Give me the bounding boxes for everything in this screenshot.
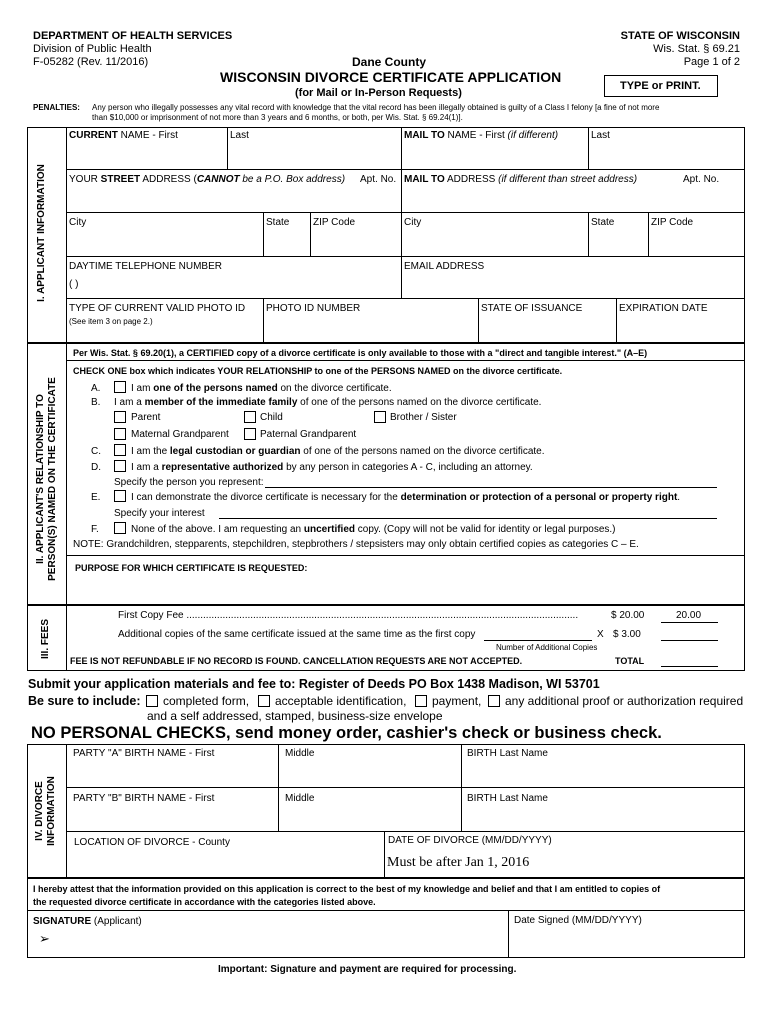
represent-label: Specify the person you represent:: [114, 477, 264, 488]
important-note: Important: Signature and payment are required for processing.: [218, 964, 517, 975]
current-name-label: CURRENT NAME - First: [69, 130, 178, 141]
email-label: EMAIL ADDRESS: [404, 261, 485, 272]
party-b-last-label: BIRTH Last Name: [467, 793, 548, 804]
phone-label: DAYTIME TELEPHONE NUMBER: [69, 261, 222, 272]
mail-zip-label: ZIP Code: [651, 217, 694, 228]
date-signed-input[interactable]: [513, 930, 741, 954]
mail-city-label: City: [404, 217, 422, 228]
interest-input[interactable]: [219, 518, 717, 519]
relationship-note: NOTE: Grandchildren, stepparents, stepchildren, stepbrothers / stepsisters may only obtain certified copies as categories C – E.: [73, 539, 639, 550]
child-checkbox[interactable]: [244, 411, 256, 423]
party-a-last-label: BIRTH Last Name: [467, 748, 548, 759]
envelope-note: and a self addressed, stamped, business-size envelope: [147, 709, 443, 723]
signature-label: SIGNATURE (Applicant): [33, 916, 142, 927]
option-d-checkbox[interactable]: [114, 460, 126, 472]
mail-address-input[interactable]: [404, 188, 741, 210]
sibling-checkbox[interactable]: [374, 411, 386, 423]
option-c-letter: C.: [91, 446, 101, 457]
first-copy-label: First Copy Fee .............................................................................................................................................: [118, 610, 579, 621]
expiration-date-label: EXPIRATION DATE: [619, 303, 708, 314]
interest-label: Specify your interest: [114, 508, 205, 519]
county-name: Dane County: [352, 55, 427, 69]
page-number: Page 1 of 2: [683, 56, 740, 68]
phone-input[interactable]: ( ): [69, 279, 79, 290]
last-name-input[interactable]: [230, 144, 398, 166]
type-print-label: TYPE or PRINT.: [620, 80, 701, 92]
party-b-last-input[interactable]: [465, 806, 741, 828]
payment-label: payment,: [432, 694, 482, 708]
option-a-checkbox[interactable]: [114, 381, 126, 393]
additional-copy-amount: $ 3.00: [613, 629, 641, 640]
first-copy-value[interactable]: 20.00: [676, 610, 702, 621]
identification-checkbox[interactable]: [258, 695, 270, 707]
photo-id-number-label: PHOTO ID NUMBER: [266, 303, 361, 314]
form-subtitle: (for Mail or In-Person Requests): [295, 87, 462, 99]
divorce-date-note[interactable]: Must be after Jan 1, 2016: [387, 855, 530, 870]
option-d-letter: D.: [91, 462, 101, 473]
check-one-instruction: CHECK ONE box which indicates YOUR RELATIONSHIP to one of the PERSONS NAMED on the divorce certificate.: [73, 366, 563, 376]
option-b-letter: B.: [91, 397, 101, 408]
signature-arrow-icon: ➢: [39, 931, 50, 946]
completed-form-label: completed form,: [163, 694, 250, 708]
attest-line1: I hereby attest that the information provided on this application is correct to the best of my knowledge and belief and that I am entitled to copies of: [33, 884, 661, 894]
divorce-location-input[interactable]: [70, 851, 380, 875]
option-f-checkbox[interactable]: [114, 522, 126, 534]
mail-first-name-input[interactable]: [404, 144, 585, 166]
maternal-grandparent-checkbox[interactable]: [114, 428, 126, 440]
total-label: TOTAL: [615, 656, 645, 666]
mail-zip-input[interactable]: [651, 232, 741, 254]
party-a-middle-input[interactable]: [282, 762, 458, 784]
party-a-last-input[interactable]: [465, 762, 741, 784]
option-a-text: I am one of the persons named on the divorce certificate.: [131, 383, 392, 394]
department-name: DEPARTMENT OF HEALTH SERVICES: [33, 30, 233, 42]
mail-to-name-label: MAIL TO NAME - First (if different): [404, 130, 559, 141]
multiply-sign: X: [597, 629, 604, 640]
divorce-date-label: DATE OF DIVORCE (MM/DD/YYYY): [388, 835, 552, 846]
photo-id-note: (See item 3 on page 2.): [69, 317, 153, 326]
form-id: F-05282 (Rev. 11/2016): [33, 56, 149, 68]
mail-last-name-label: Last: [591, 130, 610, 141]
section-3-title: III. FEES: [40, 619, 51, 660]
state-of-issuance-label: STATE OF ISSUANCE: [481, 303, 583, 314]
mail-state-label: State: [591, 217, 615, 228]
city-label: City: [69, 217, 87, 228]
purpose-input[interactable]: [70, 576, 740, 601]
paternal-grandparent-label: Paternal Grandparent: [260, 429, 357, 440]
penalties-label: PENALTIES:: [33, 103, 80, 112]
relationship-intro: Per Wis. Stat. § 69.20(1), a CERTIFIED copy of a divorce certificate is only available to those with a "direct and tangible interest." (A–E): [73, 348, 648, 358]
city-input[interactable]: [69, 232, 259, 254]
option-d-text: I am a representative authorized by any person in categories A - C, including an attorney.: [131, 462, 533, 473]
option-e-text: I can demonstrate the divorce certificate is necessary for the determination or protection of a personal or property right.: [131, 492, 681, 503]
parent-label: Parent: [131, 412, 161, 423]
party-b-first-input[interactable]: [70, 806, 275, 828]
state-name: STATE OF WISCONSIN: [620, 30, 740, 42]
total-input[interactable]: [661, 666, 718, 667]
attest-line2: the requested divorce certificate in accordance with the categories listed above.: [33, 897, 376, 907]
party-a-middle-label: Middle: [285, 748, 315, 759]
refund-notice: FEE IS NOT REFUNDABLE IF NO RECORD IS FOUND. CANCELLATION REQUESTS ARE NOT ACCEPTED.: [70, 656, 523, 666]
option-e-letter: E.: [91, 492, 101, 503]
last-name-label: Last: [230, 130, 249, 141]
email-input[interactable]: [404, 274, 741, 296]
penalties-line2: than $10,000 or imprisonment of not more than 3 years and 6 months, or both, per Wis. Stat. § 69.24(1)].: [92, 113, 463, 122]
division-name: Division of Public Health: [33, 43, 152, 55]
option-c-checkbox[interactable]: [114, 444, 126, 456]
photo-id-type-label: TYPE OF CURRENT VALID PHOTO ID: [69, 303, 246, 314]
section-1-title: I. APPLICANT INFORMATION: [36, 164, 47, 302]
purpose-label: PURPOSE FOR WHICH CERTIFICATE IS REQUESTED:: [75, 563, 308, 573]
section-2-title: II. APPLICANT'S RELATIONSHIP TO PERSON(S) NAMED ON THE CERTIFICATE: [35, 377, 58, 581]
date-signed-label: Date Signed (MM/DD/YYYY): [514, 915, 642, 926]
party-b-middle-input[interactable]: [282, 806, 458, 828]
divorce-location-label: LOCATION OF DIVORCE - County: [74, 837, 230, 848]
mail-apt-label: Apt. No.: [683, 174, 720, 185]
zip-input[interactable]: [313, 232, 398, 254]
option-f-text: None of the above. I am requesting an uncertified copy. (Copy will not be valid for identity or legal purposes.): [131, 524, 616, 535]
mail-last-name-input[interactable]: [591, 144, 741, 166]
be-sure-label: Be sure to include:: [28, 694, 141, 708]
state-input[interactable]: [266, 232, 306, 254]
statute: Wis. Stat. § 69.21: [653, 43, 740, 55]
form-title: WISCONSIN DIVORCE CERTIFICATE APPLICATION: [220, 69, 562, 85]
additional-proof-label: any additional proof or authorization required: [505, 694, 744, 708]
maternal-grandparent-label: Maternal Grandparent: [131, 429, 229, 440]
paternal-grandparent-checkbox[interactable]: [244, 428, 256, 440]
party-a-first-label: PARTY "A" BIRTH NAME - First: [73, 748, 215, 759]
additional-copies-label: Additional copies of the same certificate issued at the same time as the first copy: [118, 629, 476, 640]
first-name-input[interactable]: [69, 144, 224, 166]
first-copy-amount: $ 20.00: [611, 610, 645, 621]
no-personal-checks: NO PERSONAL CHECKS, send money order, cashier's check or business check.: [31, 724, 662, 742]
completed-form-checkbox[interactable]: [146, 695, 158, 707]
zip-label: ZIP Code: [313, 217, 356, 228]
option-b-text: I am a member of the immediate family of one of the persons named on the divorce certificate.: [114, 397, 542, 408]
party-b-first-label: PARTY "B" BIRTH NAME - First: [73, 793, 215, 804]
additional-proof-checkbox[interactable]: [488, 695, 500, 707]
party-b-middle-label: Middle: [285, 793, 315, 804]
signature-input[interactable]: [58, 930, 503, 954]
penalties-line1: Any person who illegally possesses any vital record with knowledge that the vital record has been illegally obtained is guilty of a Class I felony [a fine of not more: [92, 103, 660, 112]
state-label: State: [266, 217, 290, 228]
option-c-text: I am the legal custodian or guardian of one of the persons named on the divorce certificate.: [131, 446, 545, 457]
section-4-title: IV. DIVORCE INFORMATION: [34, 776, 57, 846]
mail-state-input[interactable]: [591, 232, 644, 254]
mail-city-input[interactable]: [404, 232, 584, 254]
child-label: Child: [260, 412, 283, 423]
represent-input[interactable]: [265, 487, 717, 488]
option-a-letter: A.: [91, 383, 101, 394]
additional-total-input[interactable]: [661, 640, 718, 641]
payment-checkbox[interactable]: [415, 695, 427, 707]
additional-copies-input[interactable]: [484, 640, 592, 641]
apt-label: Apt. No.: [360, 174, 397, 185]
street-address-input[interactable]: [69, 188, 397, 210]
sibling-label: Brother / Sister: [390, 412, 457, 423]
number-additional-caption: Number of Additional Copies: [496, 643, 598, 652]
option-f-letter: F.: [91, 524, 99, 535]
mail-address-label: MAIL TO ADDRESS (if different than street address): [404, 174, 638, 185]
party-a-first-input[interactable]: [70, 762, 275, 784]
option-e-checkbox[interactable]: [114, 490, 126, 502]
identification-label: acceptable identification,: [275, 694, 407, 708]
submit-instructions: Submit your application materials and fee to: Register of Deeds PO Box 1438 Madison, WI 53701: [28, 677, 600, 691]
parent-checkbox[interactable]: [114, 411, 126, 423]
street-address-label: YOUR STREET ADDRESS (CANNOT be a P.O. Box address): [69, 174, 346, 185]
